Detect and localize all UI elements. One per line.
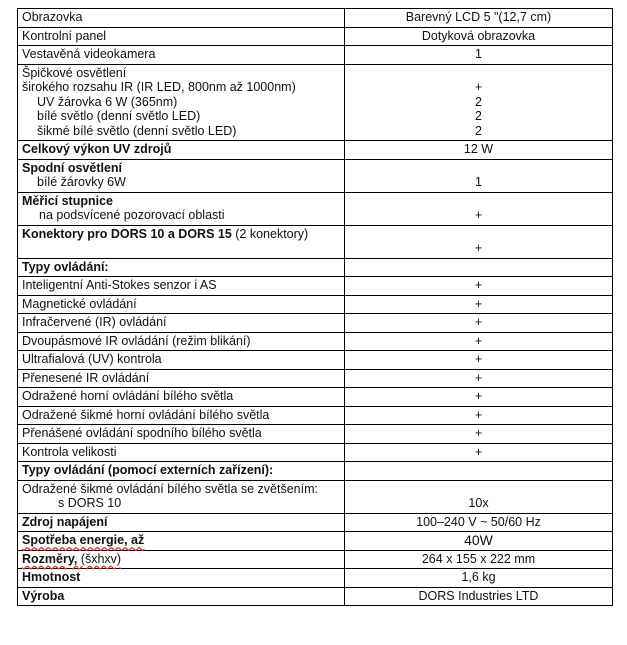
row-label: Měřicí stupnice na podsvícené pozorovací oblasti [18, 192, 345, 225]
row-value: + [345, 277, 613, 296]
table-row [18, 406, 613, 425]
row-value: DORS Industries LTD [345, 587, 613, 606]
table-row [18, 388, 613, 407]
table-row [18, 462, 613, 481]
row-value: Dotyková obrazovka [345, 27, 613, 46]
spec-table [17, 8, 613, 606]
row-label: Inteligentní Anti-Stokes senzor i AS [18, 277, 345, 296]
row-label: Špičkové osvětlení širokého rozsahu IR (IR LED, 800nm až 1000nm) UV žárovka 6 W (365nm) bílé světlo (denní světlo LED) šikmé bílé světlo (denní světlo LED) [18, 64, 345, 141]
table-row [18, 9, 613, 28]
row-value: 40W [345, 532, 613, 551]
row-value: + [345, 369, 613, 388]
row-label: Hmotnost [18, 569, 345, 588]
row-value: + [345, 443, 613, 462]
row-label: Kontrolní panel [18, 27, 345, 46]
table-row [18, 258, 613, 277]
row-label: Spodní osvětlení bílé žárovky 6W [18, 159, 345, 192]
row-value: 264 x 155 x 222 mm [345, 550, 613, 569]
table-row [18, 141, 613, 160]
row-value: + [345, 314, 613, 333]
row-label: Výroba [18, 587, 345, 606]
table-row [18, 332, 613, 351]
row-value: + [345, 192, 613, 225]
row-value: 1,6 kg [345, 569, 613, 588]
table-row [18, 192, 613, 225]
row-label: Konektory pro DORS 10 a DORS 15 (2 konektory) [18, 225, 345, 258]
table-row [18, 550, 613, 569]
row-label: Kontrola velikosti [18, 443, 345, 462]
table-row [18, 277, 613, 296]
row-value: Barevný LCD 5 "(12,7 cm) [345, 9, 613, 28]
table-row [18, 159, 613, 192]
row-value: + [345, 295, 613, 314]
row-label: Spotřeba energie, až [18, 532, 345, 551]
table-row [18, 513, 613, 532]
row-label: Magnetické ovládání [18, 295, 345, 314]
table-row [18, 587, 613, 606]
row-value: + [345, 425, 613, 444]
row-label: Ultrafialová (UV) kontrola [18, 351, 345, 370]
row-label: Vestavěná videokamera [18, 46, 345, 65]
table-row [18, 295, 613, 314]
row-label: Obrazovka [18, 9, 345, 28]
table-row [18, 532, 613, 551]
row-value [345, 462, 613, 481]
row-label: Přenesené IR ovládání [18, 369, 345, 388]
table-row [18, 225, 613, 258]
table-row [18, 569, 613, 588]
row-value: + [345, 351, 613, 370]
table-row [18, 351, 613, 370]
table-row [18, 480, 613, 513]
table-row [18, 314, 613, 333]
row-value: + [345, 332, 613, 351]
row-value: 1 [345, 159, 613, 192]
row-value [345, 258, 613, 277]
row-label: Odražené šikmé horní ovládání bílého světla [18, 406, 345, 425]
row-label: Infračervené (IR) ovládání [18, 314, 345, 333]
row-label: Typy ovládání (pomocí externích zařízení): [18, 462, 345, 481]
row-label: Odražené horní ovládání bílého světla [18, 388, 345, 407]
row-label: Přenášené ovládání spodního bílého světla [18, 425, 345, 444]
table-row [18, 425, 613, 444]
row-value: + [345, 225, 613, 258]
row-value: + [345, 388, 613, 407]
row-value: 12 W [345, 141, 613, 160]
row-value: + 2 2 2 [345, 64, 613, 141]
row-label: Typy ovládání: [18, 258, 345, 277]
row-label: Celkový výkon UV zdrojů [18, 141, 345, 160]
row-label: Rozměry, (šxhxv) [18, 550, 345, 569]
table-row [18, 369, 613, 388]
row-label: Zdroj napájení [18, 513, 345, 532]
row-value: 10x [345, 480, 613, 513]
row-label: Odražené šikmé ovládání bílého světla se zvětšením: s DORS 10 [18, 480, 345, 513]
table-row [18, 64, 613, 141]
table-row [18, 46, 613, 65]
row-value: 1 [345, 46, 613, 65]
row-label: Dvoupásmové IR ovládání (režim blikání) [18, 332, 345, 351]
row-value: 100–240 V ~ 50/60 Hz [345, 513, 613, 532]
table-row [18, 443, 613, 462]
row-value: + [345, 406, 613, 425]
table-row [18, 27, 613, 46]
